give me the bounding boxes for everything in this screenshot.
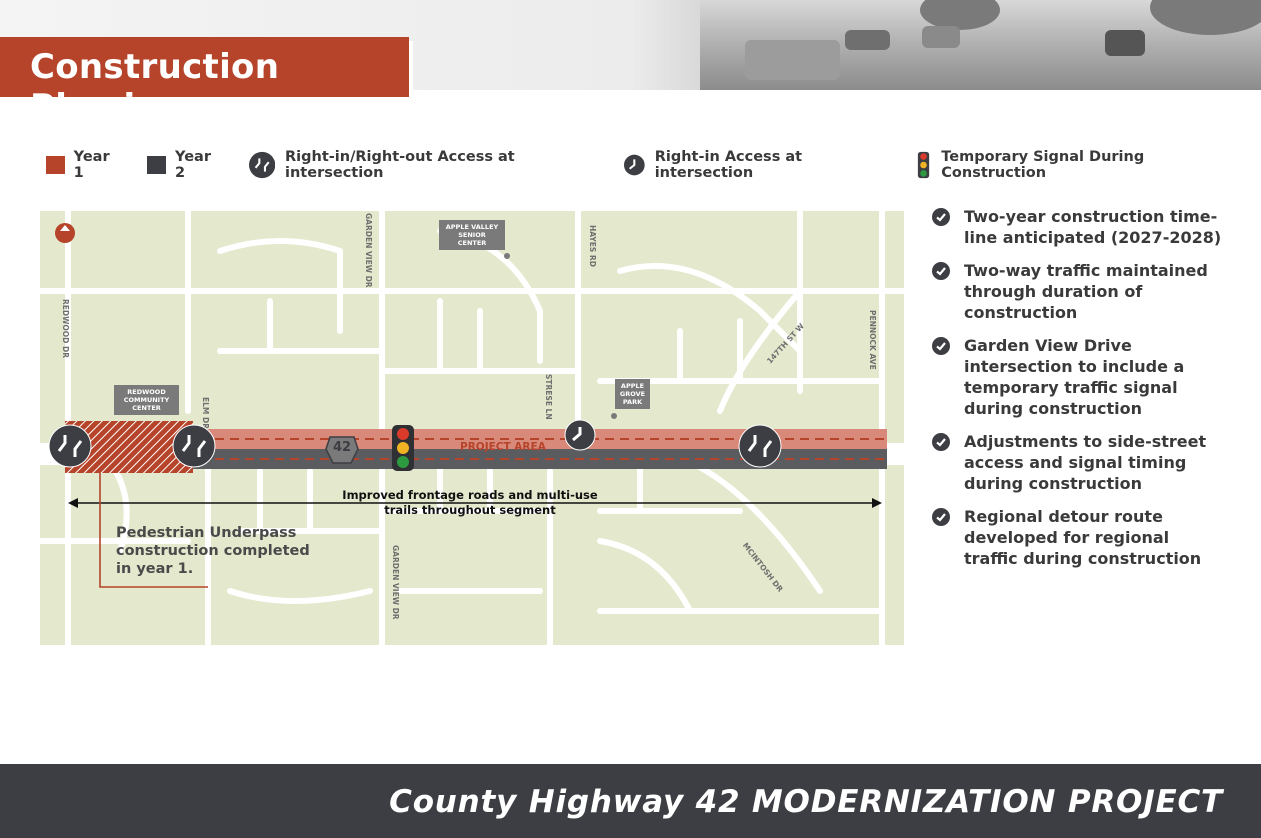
check-circle-icon	[932, 433, 950, 451]
park-marker	[611, 413, 617, 419]
page-title-bar	[0, 37, 409, 127]
legend-year2-label: Year 2	[175, 149, 211, 181]
street-label-mcintosh: MCINTOSH DR	[740, 541, 785, 594]
street-label-147th: 147TH ST W	[765, 321, 806, 366]
list-item	[932, 206, 1232, 248]
right-in-right-out-icon	[249, 151, 275, 179]
check-circle-icon	[932, 262, 950, 280]
key-points-list	[932, 206, 1232, 581]
list-item	[932, 335, 1232, 419]
list-item	[932, 260, 1232, 323]
traffic-signal-icon	[916, 151, 931, 179]
check-circle-icon	[932, 508, 950, 526]
legend-year2	[147, 149, 222, 181]
legend-ri-label: Right-in Access at intersection	[654, 149, 803, 181]
list-item-text: Two-year construction time-line anticipated (2027-2028)	[964, 207, 1222, 247]
car-shape	[922, 26, 960, 48]
legend-signal	[916, 149, 1235, 181]
year2-swatch	[147, 156, 166, 174]
highway-shield-number: 42	[332, 440, 352, 455]
street-label-pennock: PENNOCK AVE	[868, 310, 877, 370]
right-in-right-out-icon	[48, 424, 92, 468]
street-label-elm: ELM DR	[201, 397, 210, 429]
list-item	[932, 506, 1232, 569]
legend-signal-label: Temporary Signal During Construction	[941, 149, 1145, 181]
underpass-note: Pedestrian Underpass construction completed in year 1.	[116, 525, 310, 577]
place-apple-valley-senior-center: APPLE VALLEY SENIOR CENTER	[439, 220, 505, 250]
check-circle-icon	[932, 337, 950, 355]
map-panel	[40, 211, 904, 645]
traffic-signal-icon	[390, 425, 416, 471]
street-label-garden-view-top: GARDEN VIEW DR	[364, 213, 373, 288]
car-shape	[845, 30, 890, 50]
place-redwood-community-center: REDWOOD COMMUNITY CENTER	[114, 385, 179, 415]
right-in-right-out-icon	[172, 424, 216, 468]
car-shape	[1105, 30, 1145, 56]
legend-riro	[249, 149, 598, 181]
right-in-icon	[624, 154, 645, 176]
street-label-strese: STRESE LN	[544, 374, 553, 420]
car-shape	[745, 40, 840, 80]
right-in-icon	[564, 419, 596, 451]
footer-title: County Highway 42 MODERNIZATION PROJECT	[389, 784, 1223, 820]
list-item-text: Garden View Drive intersection to include a temporary traffic signal during construction	[964, 336, 1185, 418]
legend	[46, 150, 1261, 180]
legend-year1	[46, 149, 121, 181]
place-apple-grove-park: APPLE GROVE PARK	[615, 379, 650, 409]
legend-year1-label: Year 1	[73, 149, 110, 181]
footer-bar	[0, 764, 1261, 838]
list-item	[932, 431, 1232, 494]
right-in-right-out-icon	[738, 424, 782, 468]
legend-riro-label: Right-in/Right-out Access at intersection	[285, 149, 515, 181]
trail-note: Improved frontage roads and multi-use trails throughout segment	[342, 488, 598, 517]
list-item-text: Regional detour route developed for regional traffic during construction	[964, 507, 1202, 568]
street-label-hayes: HAYES RD	[588, 225, 597, 267]
list-item-text: Two-way traffic maintained through duration of construction	[964, 261, 1208, 322]
senior-center-marker	[504, 253, 510, 259]
check-circle-icon	[932, 208, 950, 226]
project-area-label: PROJECT AREA	[460, 441, 546, 453]
list-item-text: Adjustments to side-street access and signal timing during construction	[964, 432, 1207, 493]
year1-swatch	[46, 156, 65, 174]
street-label-garden-view-bottom: GARDEN VIEW DR	[391, 545, 400, 620]
street-label-redwood: REDWOOD DR	[61, 299, 70, 358]
page-title: Construction Phasing	[30, 47, 280, 127]
legend-ri	[624, 149, 890, 181]
